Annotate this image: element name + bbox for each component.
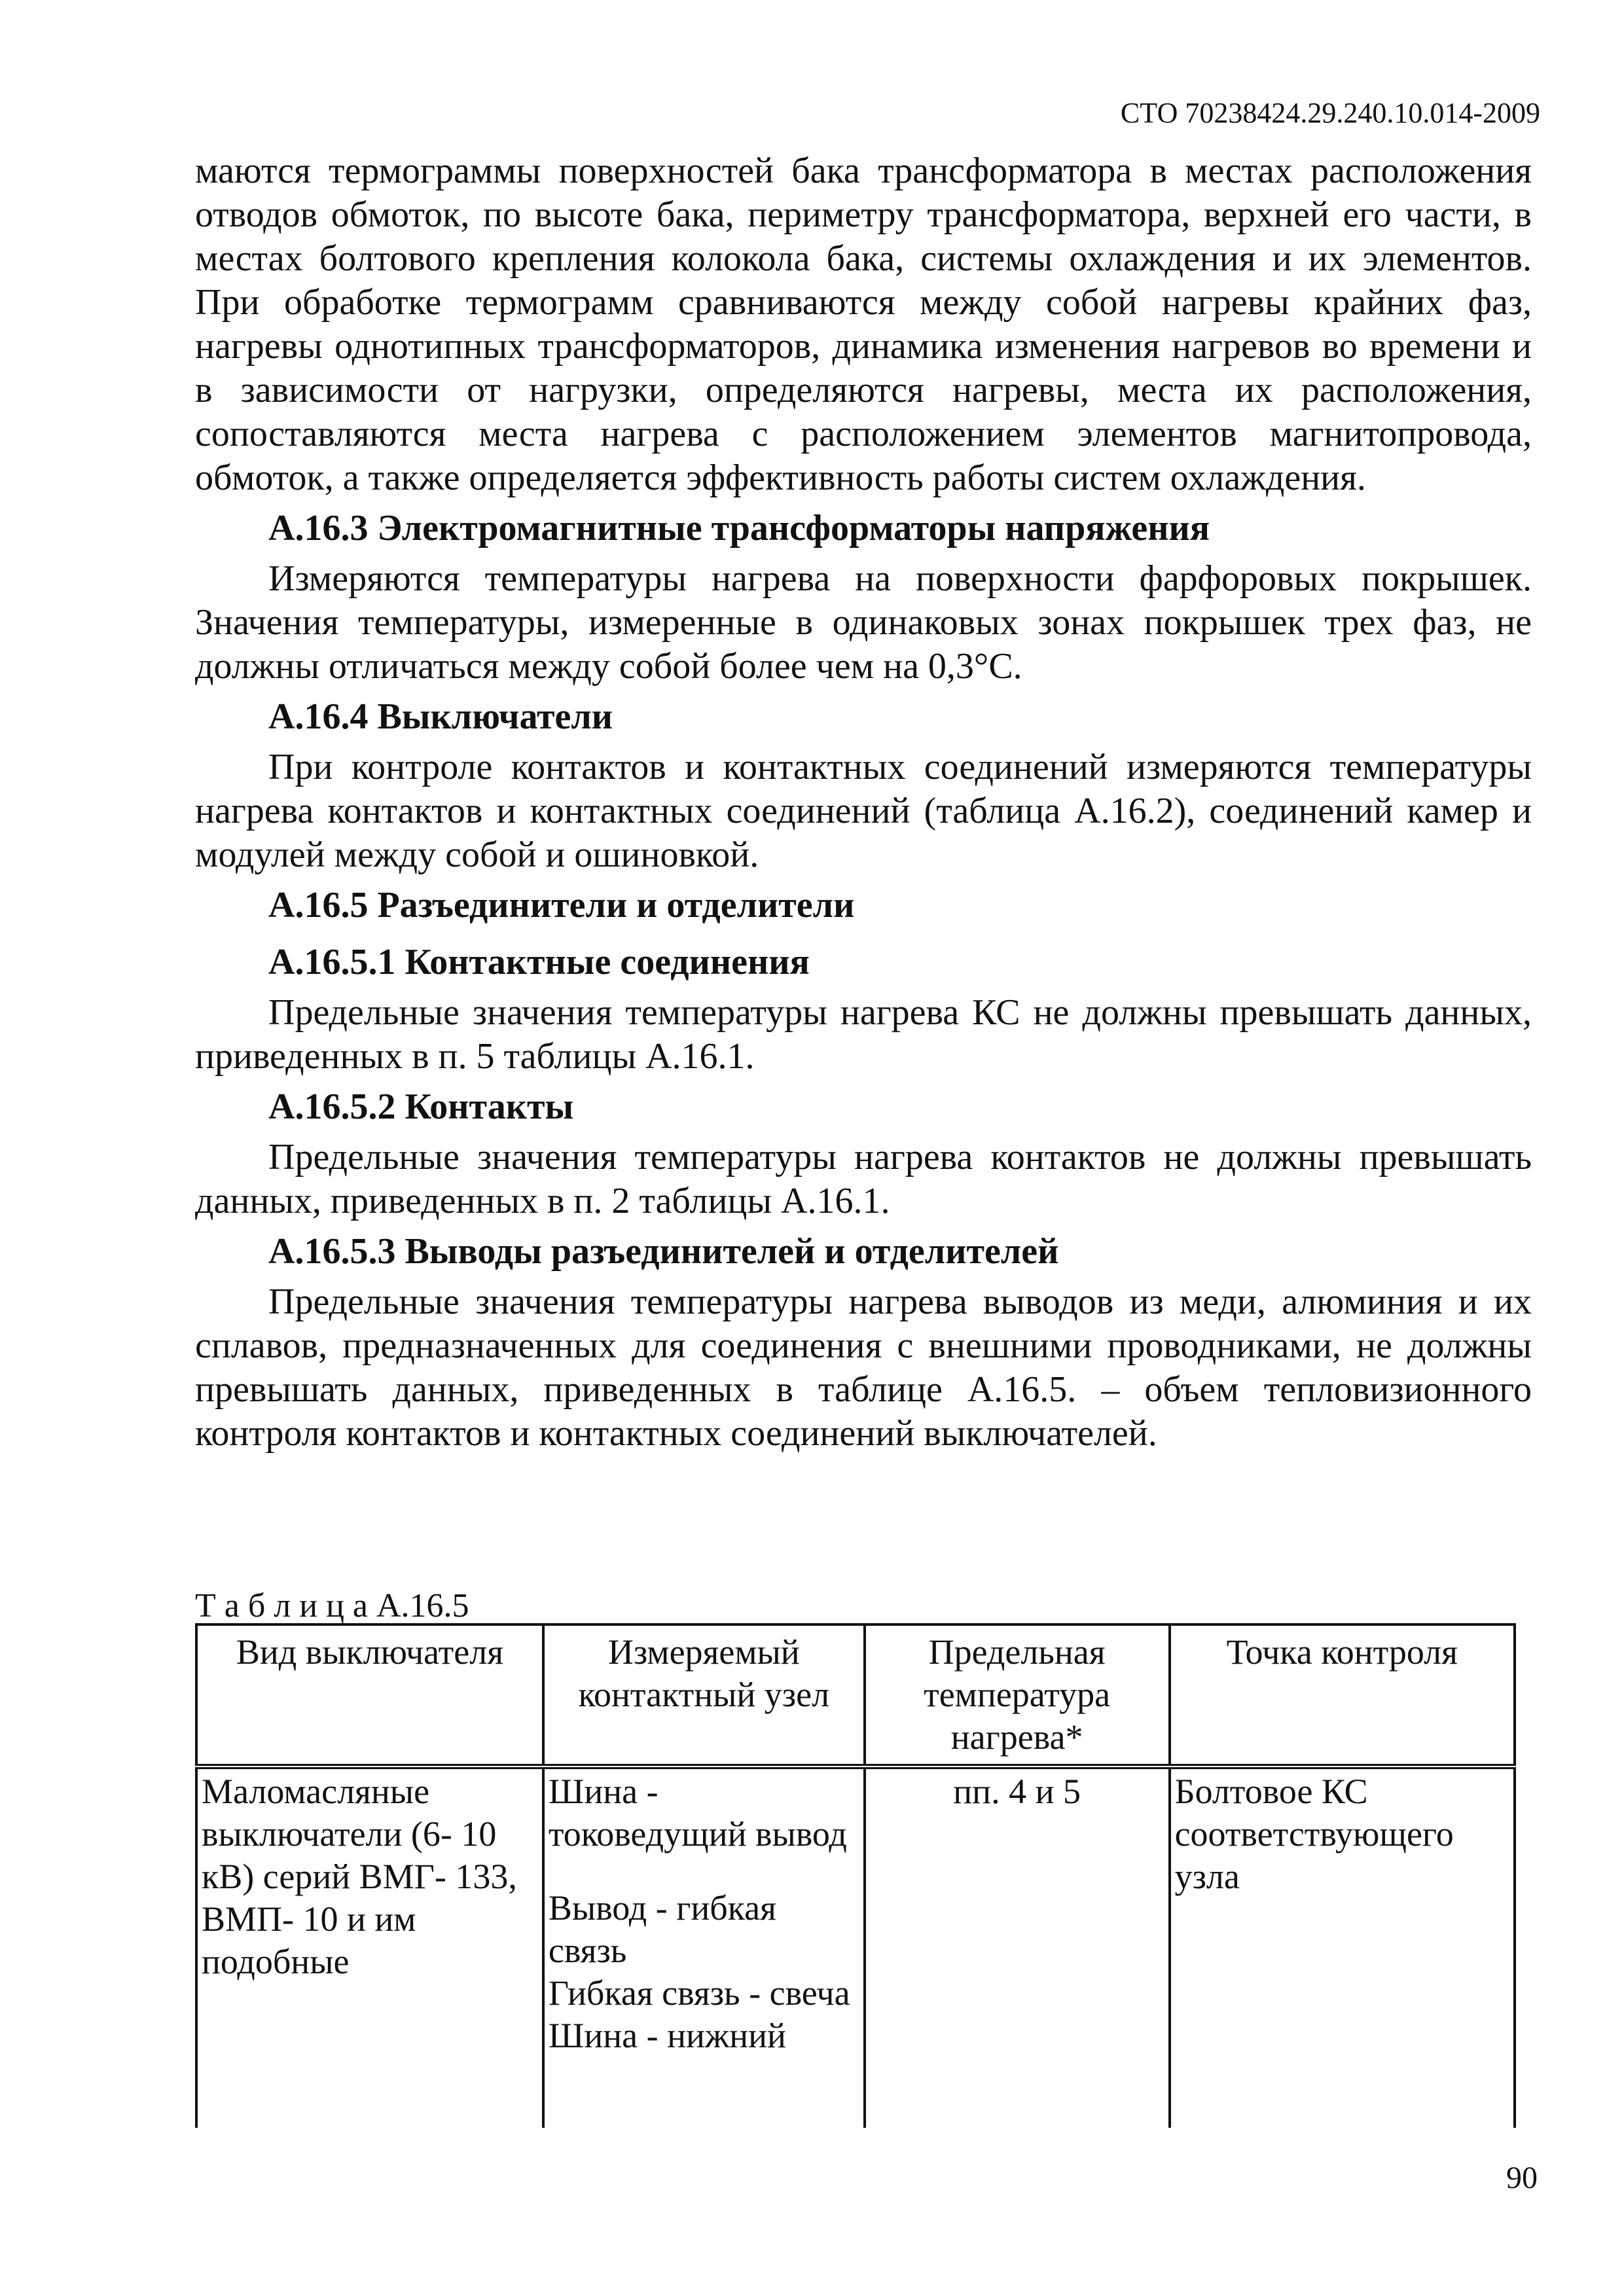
heading-a-16-3: А.16.3 Электромагнитные трансформаторы напряжения [268, 508, 1210, 548]
paragraph-a-16-5-2: Предельные значения температуры нагрева контактов не должны превышать данных, приведенных в п. 2 таблицы А.16.1. [195, 1137, 1532, 1221]
table-a-16-5 [195, 1623, 1516, 2128]
table-row [196, 1767, 1515, 2128]
paragraph-a-16-3: Измеряются температуры нагрева на поверхности фарфоровых покрышек. Значения температуры, измеренные в одинаковых зонах покрышек трех фаз, не должны отличаться между собой более чем на 0,3°С. [195, 558, 1532, 687]
cell-temperature: пп. 4 и 5 [865, 1767, 1170, 2128]
table-caption: Т а б л и ц а А.16.5 [195, 1587, 469, 1624]
paragraph-transformer-thermograms: маются термограммы поверхностей бака трансформатора в местах расположения отводов обмоток, по высоте бака, периметру трансформатора, верхней его части, в местах болтового крепления колокола бака, системы охлаждения и их элементов. При обработке термограмм сравниваются между собой нагревы крайних фаз, нагревы однотипных трансформаторов, динамика изменения нагревов во времени и в зависимости от нагрузки, определяются нагревы, места их расположения, сопоставляются места нагрева с расположением элементов магнитопровода, обмоток, а также определяется эффективность работы систем охлаждения. [195, 151, 1532, 498]
contact-node: Гибкая связь - свеча [548, 1973, 850, 2013]
table-header-row [196, 1624, 1515, 1767]
page-number: 90 [1506, 2161, 1538, 2195]
contact-node: Вывод - гибкая связь [548, 1888, 776, 1970]
paragraph-a-16-5-3: Предельные значения температуры нагрева выводов из меди, алюминия и их сплавов, предназначенных для соединения с внешними проводниками, не должны превышать данных, приведенных в таблице А.16.5. – объем тепловизионного контроля контактов и контактных соединений выключателей. [195, 1282, 1532, 1454]
paragraph-a-16-5-1: Предельные значения температуры нагрева КС не должны превышать данных, приведенных в п. 5 таблицы А.16.1. [195, 992, 1532, 1077]
page-body [195, 149, 1532, 1456]
header-switch-type: Вид выключателя [196, 1624, 543, 1767]
heading-a-16-5-3: А.16.5.3 Выводы разъединителей и отделителей [268, 1231, 1059, 1272]
paragraph-a-16-4: При контроле контактов и контактных соединений измеряются температуры нагрева контактов и контактных соединений (таблица А.16.2), соединений камер и модулей между собой и ошиновкой. [195, 747, 1532, 875]
cell-switch-type: Маломасляные выключатели (6- 10 кВ) серий ВМГ- 133, ВМП- 10 и им подобные [196, 1767, 543, 2128]
document-code: СТО 70238424.29.240.10.014-2009 [1120, 97, 1540, 129]
contact-node: Шина - нижний [548, 2016, 786, 2055]
heading-a-16-5-1: А.16.5.1 Контактные соединения [268, 942, 810, 982]
header-contact-node: Измеряемый контактный узел [543, 1624, 865, 1767]
header-control-point: Точка контроля [1170, 1624, 1515, 1767]
heading-a-16-4: А.16.4 Выключатели [268, 696, 613, 737]
header-temperature-limit: Предельная температура нагрева* [865, 1624, 1170, 1767]
cell-contact-nodes [543, 1767, 865, 2128]
heading-a-16-5-2: А.16.5.2 Контакты [268, 1086, 574, 1127]
contact-node: Шина - токоведущий вывод [548, 1772, 847, 1854]
heading-a-16-5: А.16.5 Разъединители и отделители [268, 885, 855, 925]
cell-control-point: Болтовое КС соответствующего узла [1170, 1767, 1515, 2128]
